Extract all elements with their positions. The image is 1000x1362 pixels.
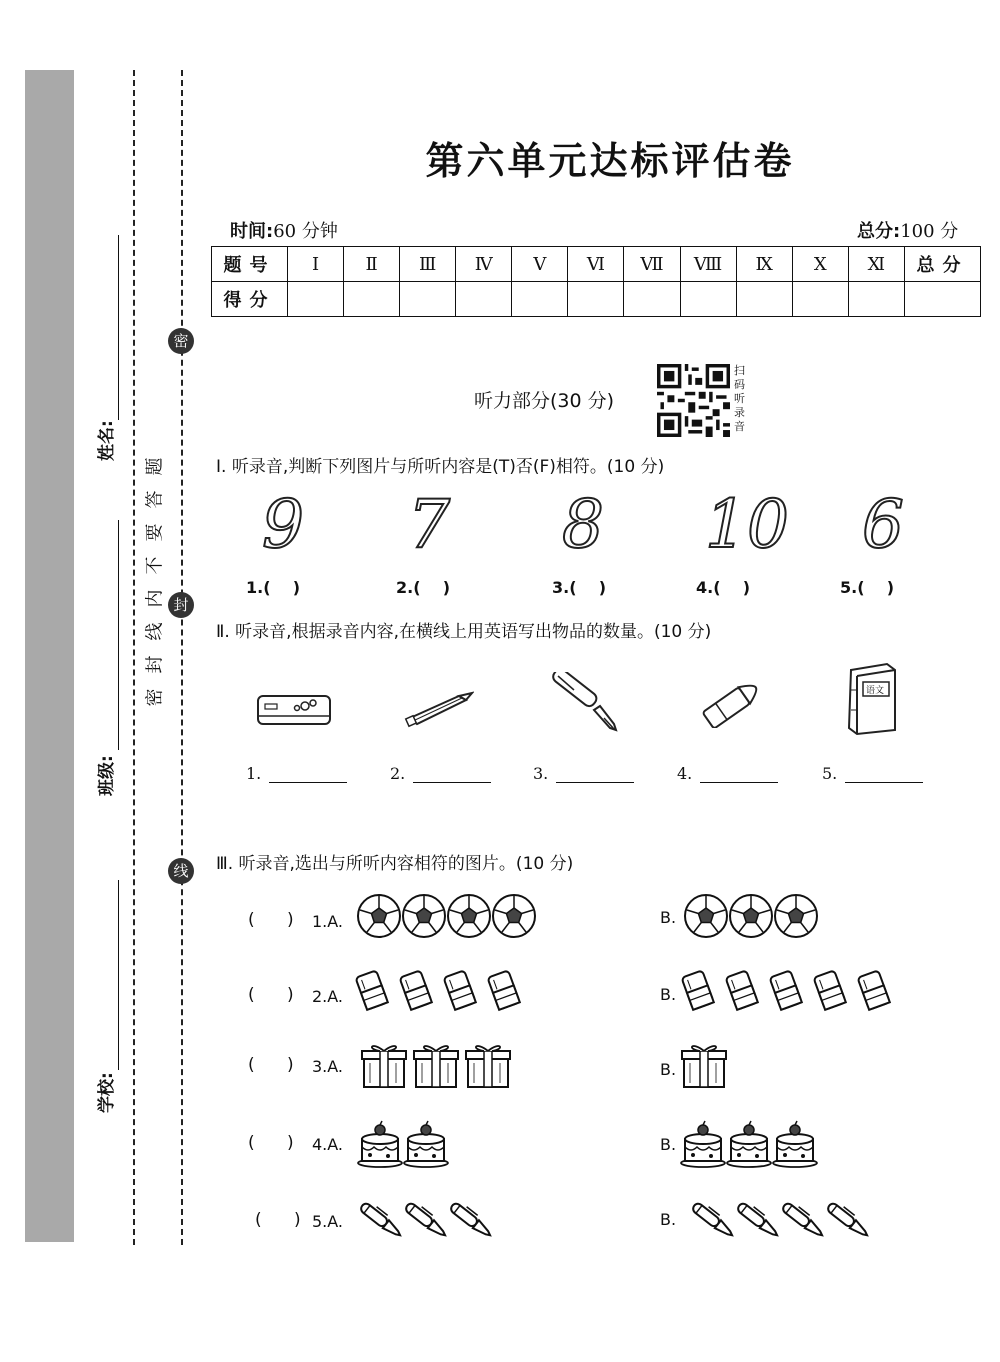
answer-bracket-2[interactable]: 2.( ) — [396, 578, 451, 597]
choice-bracket-1[interactable]: ( ) — [248, 910, 294, 930]
eraser-icon — [682, 970, 714, 1009]
col-10: Ⅹ — [792, 247, 848, 282]
write-blank-2[interactable]: 2. — [390, 764, 491, 783]
seal-xian: 线 — [168, 858, 194, 884]
seal-instruction: 题 答 要 不 内 线 封 密 — [144, 457, 166, 707]
score-label: 得分 — [212, 282, 288, 317]
answer-bracket-4[interactable]: 4.( ) — [696, 578, 751, 597]
section-3-title: Ⅲ. 听录音,选出与所听内容相符的图片。(10 分) — [216, 854, 574, 874]
football-icon — [775, 895, 817, 937]
pen-icon — [826, 1199, 872, 1239]
col-6: Ⅵ — [568, 247, 624, 282]
total-column-label: 总分 — [905, 247, 981, 282]
eraser-icon — [858, 970, 890, 1009]
eraser-icon — [814, 970, 846, 1009]
total-value: 100 分 — [900, 221, 959, 242]
pen-icon — [404, 1199, 450, 1239]
cake-icon — [727, 1121, 771, 1167]
class-label: 班级: — [97, 755, 117, 796]
qr-caption: 扫 码 听 录 音 — [734, 364, 745, 433]
cake-icon — [358, 1121, 402, 1167]
football-icon — [730, 895, 772, 937]
eraser-icon — [726, 970, 758, 1009]
cake-icon — [681, 1121, 725, 1167]
pen-icon — [736, 1199, 782, 1239]
write-blank-4[interactable]: 4. — [677, 764, 778, 783]
number-picture-5: 6 — [862, 486, 904, 563]
option-1a-label: 1.A. — [312, 912, 344, 931]
gift-box-icon — [414, 1046, 458, 1087]
section-2-title: Ⅱ. 听录音,根据录音内容,在横线上用英语写出物品的数量。(10 分) — [216, 622, 712, 642]
write-blank-3[interactable]: 3. — [533, 764, 634, 783]
football-icon — [448, 895, 490, 937]
option-1b-label: B. — [660, 908, 677, 927]
football-icon — [358, 895, 400, 937]
option-4b-label: B. — [660, 1135, 677, 1154]
gift-box-icon — [682, 1046, 726, 1087]
pen-icon — [691, 1199, 737, 1239]
option-5a-label: 5.A. — [312, 1212, 344, 1231]
choice-bracket-5[interactable]: ( ) — [255, 1210, 301, 1230]
choice-bracket-4[interactable]: ( ) — [248, 1133, 294, 1153]
col-8: Ⅷ — [680, 247, 736, 282]
write-blank-1[interactable]: 1. — [246, 764, 347, 783]
eraser-icon — [444, 970, 476, 1009]
time-value: 60 分钟 — [273, 221, 338, 242]
number-picture-4: 10 — [705, 486, 789, 563]
number-picture-1: 9 — [262, 486, 304, 563]
listening-section-title: 听力部分(30 分) — [474, 390, 615, 412]
total-label: 总分: — [857, 221, 901, 242]
choice-bracket-3[interactable]: ( ) — [248, 1055, 294, 1075]
col-7: Ⅶ — [624, 247, 680, 282]
answer-bracket-3[interactable]: 3.( ) — [552, 578, 607, 597]
col-11: Ⅺ — [848, 247, 904, 282]
option-4a-label: 4.A. — [312, 1135, 344, 1154]
time-label: 时间: — [230, 221, 274, 242]
eraser-icon — [770, 970, 802, 1009]
eraser-icon — [488, 970, 520, 1009]
choice-bracket-2[interactable]: ( ) — [248, 985, 294, 1005]
seal-feng: 封 — [168, 592, 194, 618]
option-3b-label: B. — [660, 1060, 677, 1079]
name-label: 姓名: — [97, 420, 117, 461]
book-label: 语文 — [866, 686, 885, 696]
cake-icon — [404, 1121, 448, 1167]
col-2: Ⅱ — [344, 247, 400, 282]
write-blank-5[interactable]: 5. — [822, 764, 923, 783]
col-4: Ⅳ — [456, 247, 512, 282]
pen-icon — [781, 1199, 827, 1239]
section-1-title: Ⅰ. 听录音,判断下列图片与所听内容是(T)否(F)相符。(10 分) — [216, 457, 665, 477]
col-3: Ⅲ — [400, 247, 456, 282]
col-9: Ⅸ — [736, 247, 792, 282]
cake-icon — [773, 1121, 817, 1167]
option-3a-label: 3.A. — [312, 1057, 344, 1076]
football-icon — [685, 895, 727, 937]
pen-icon — [449, 1199, 495, 1239]
question-number-label: 题号 — [212, 247, 288, 282]
col-1: Ⅰ — [288, 247, 344, 282]
gift-box-icon — [362, 1046, 406, 1087]
football-icon — [493, 895, 535, 937]
school-label: 学校: — [97, 1072, 117, 1113]
page-title: 第六单元达标评估卷 — [425, 138, 795, 183]
number-picture-2: 7 — [408, 486, 450, 563]
col-5: Ⅴ — [512, 247, 568, 282]
pen-icon — [359, 1199, 405, 1239]
eraser-icon — [400, 970, 432, 1009]
number-picture-3: 8 — [562, 486, 604, 563]
football-icon — [403, 895, 445, 937]
gift-box-icon — [466, 1046, 510, 1087]
option-2b-label: B. — [660, 985, 677, 1004]
option-5b-label: B. — [660, 1210, 677, 1229]
seal-mi: 密 — [168, 328, 194, 354]
answer-bracket-1[interactable]: 1.( ) — [246, 578, 301, 597]
answer-bracket-5[interactable]: 5.( ) — [840, 578, 895, 597]
option-2a-label: 2.A. — [312, 987, 344, 1006]
eraser-icon — [356, 970, 388, 1009]
